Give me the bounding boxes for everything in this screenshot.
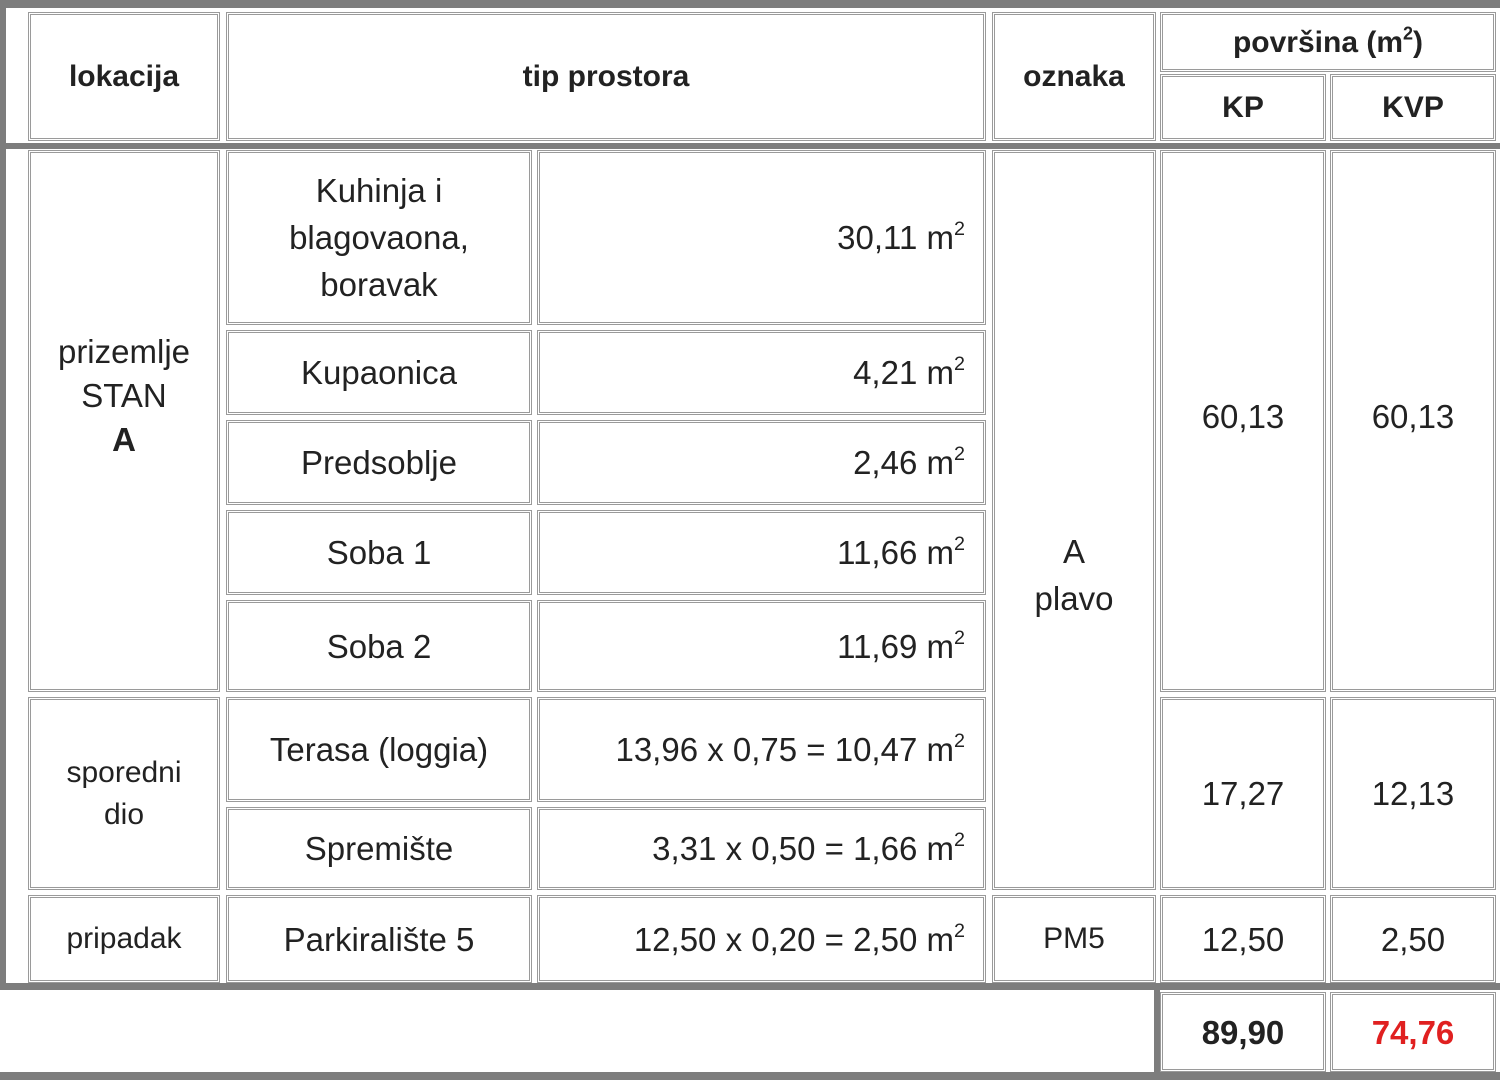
room-area: 2,46 $m^2$ bbox=[537, 420, 986, 505]
total-kp: 89,90 bbox=[1160, 992, 1326, 1072]
location-sporedni-line2: dio bbox=[103, 797, 145, 831]
header-kp-label: KP bbox=[1222, 91, 1264, 124]
location-stan-line2: STAN bbox=[81, 377, 167, 414]
header-oznaka bbox=[992, 12, 1156, 141]
total-divider bbox=[0, 983, 1500, 990]
room-name: Parkiralište 5 bbox=[226, 895, 532, 983]
header-lokacija bbox=[28, 12, 220, 141]
sporedni-kvp: 12,13 bbox=[1330, 697, 1496, 890]
room-name bbox=[226, 150, 532, 325]
room-name: Soba 2 bbox=[226, 600, 532, 692]
header-oznaka-label: oznaka bbox=[1023, 60, 1125, 93]
oznaka-pripadak: PM5 bbox=[992, 895, 1156, 983]
room-name-line: Kuhinja i bbox=[315, 172, 443, 209]
room-name-line: blagovaona, bbox=[289, 219, 469, 256]
room-name: Kupaonica bbox=[226, 330, 532, 415]
table-border-top bbox=[0, 0, 1500, 8]
header-povrsina-label: površina $(m^2)$ bbox=[1232, 22, 1424, 59]
room-area: 11,69 $m^2$ bbox=[537, 600, 986, 692]
sporedni-kp: 17,27 bbox=[1160, 697, 1326, 890]
room-name: Predsoblje bbox=[226, 420, 532, 505]
table-border-left bbox=[0, 0, 6, 990]
room-name-line: boravak bbox=[320, 266, 438, 303]
location-stan-letter: A bbox=[112, 421, 136, 458]
room-name: Terasa (loggia) bbox=[226, 697, 532, 802]
location-sporedni-line1: sporedni bbox=[66, 755, 182, 789]
header-kvp-label: KVP bbox=[1382, 91, 1444, 124]
room-area: 12,50 x 0,20 = 2,50 $m^2$ bbox=[537, 895, 986, 983]
header-kvp bbox=[1330, 74, 1496, 141]
room-area: 3,31 x 0,50 = 1,66 $m^2$ bbox=[537, 807, 986, 890]
header-tip-prostora bbox=[226, 12, 986, 141]
oznaka-stan-letter: A bbox=[1062, 533, 1085, 570]
total-label-area bbox=[0, 990, 1154, 1072]
location-pripadak: pripadak bbox=[28, 895, 220, 983]
room-area: 11,66 $m^2$ bbox=[537, 510, 986, 595]
table-border-bottom bbox=[0, 1072, 1500, 1080]
room-name: Spremište bbox=[226, 807, 532, 890]
room-area: 4,21 $m^2$ bbox=[537, 330, 986, 415]
location-sporedni bbox=[28, 697, 220, 890]
header-tip-prostora-label: tip prostora bbox=[522, 60, 690, 93]
header-kp bbox=[1160, 74, 1326, 141]
pripadak-kvp: 2,50 bbox=[1330, 895, 1496, 983]
total-kvp: 74,76 bbox=[1330, 992, 1496, 1072]
header-lokacija-label: lokacija bbox=[68, 60, 180, 93]
header-divider bbox=[0, 143, 1500, 149]
oznaka-stan bbox=[992, 150, 1156, 890]
location-stan-line1: prizemlje bbox=[57, 333, 191, 370]
pripadak-kp: 12,50 bbox=[1160, 895, 1326, 983]
room-area: 13,96 x 0,75 = 10,47 $m^2$ bbox=[537, 697, 986, 802]
room-name: Soba 1 bbox=[226, 510, 532, 595]
room-area: 30,11 $m^2$ bbox=[537, 150, 986, 325]
stan-kvp: 60,13 bbox=[1330, 150, 1496, 692]
location-stan bbox=[28, 150, 220, 692]
oznaka-stan-color: plavo bbox=[1034, 580, 1114, 617]
header-povrsina bbox=[1160, 12, 1496, 72]
stan-kp: 60,13 bbox=[1160, 150, 1326, 692]
